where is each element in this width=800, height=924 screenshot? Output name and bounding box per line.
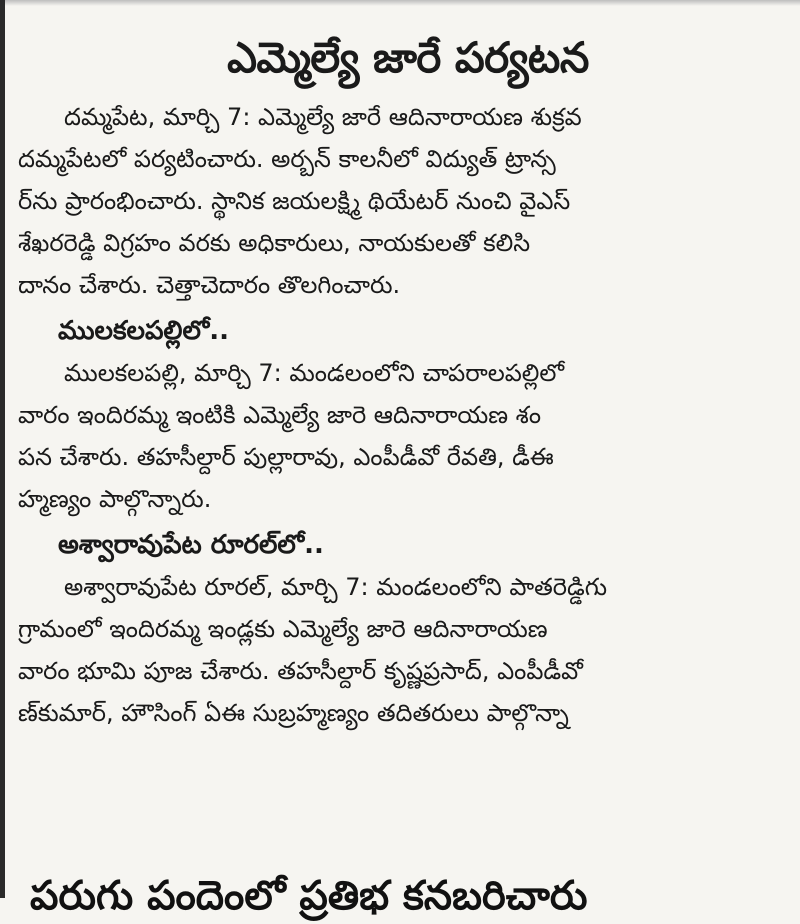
paragraph-dammapeta	[18, 96, 798, 306]
text-line: గ్రామంలో ఇందిరమ్మ ఇండ్లకు ఎమ్మెల్యే జారె ఆదినారాయణ	[18, 615, 548, 643]
column-border	[0, 0, 5, 898]
text-line: దమ్మపేటలో పర్యటించారు. అర్బన్ కాలనీలో విద్యుత్ ట్రాన్స	[18, 145, 556, 173]
subheading-aswaraopeta-rural: అశ్వారావుపేట రూరల్‌లో..	[58, 530, 324, 560]
article-headline: ఎమ్మెల్యే జారే పర్యటన	[227, 33, 589, 82]
text-line: అశ్వారావుపేట రూరల్, మార్చి 7: మండలంలోని పాతరెడ్డిగు	[64, 573, 608, 601]
news-article	[18, 8, 798, 878]
text-line: ణ్‌కుమార్, హౌసింగ్ ఏఈ సుబ్రహ్మణ్యం తదితరులు పాల్గొన్నా	[18, 699, 569, 727]
text-line: ర్‌ను ప్రారంభించారు. స్థానిక జయలక్ష్మి థియేటర్ నుంచి వైఎస్	[18, 187, 571, 215]
text-line: వారం ఇందిరమ్మ ఇంటికి ఎమ్మెల్యే జారె ఆదినారాయణ శం	[18, 401, 542, 429]
clipped-top-edge	[5, 0, 800, 6]
text-line: హ్మణ్యం పాల్గొన్నారు.	[18, 485, 212, 513]
next-article-headline-clipped: పరుగు పందెంలో ప్రతిభ కనబరిచారు	[30, 873, 588, 919]
text-line: వారం భూమి పూజ చేశారు. తహసీల్దార్ కృష్ణప్రసాద్, ఎంపీడీవో	[18, 657, 583, 685]
subheading-mulakalapalli: ములకలపల్లిలో..	[58, 316, 229, 346]
text-line: శేఖరరెడ్డి విగ్రహం వరకు అధికారులు, నాయకులతో కలిసి	[18, 229, 531, 257]
text-line: ములకలపల్లి, మార్చి 7: మండలంలోని చాపరాలపల్లిలో	[64, 359, 565, 387]
paragraph-aswaraopeta-rural	[18, 566, 798, 734]
paragraph-mulakalapalli	[18, 352, 798, 520]
text-line: దమ్మపేట, మార్చి 7: ఎమ్మెల్యే జారే ఆదినారాయణ శుక్రవ	[64, 103, 582, 131]
text-line: దానం చేశారు. చెత్తాచెదారం తొలగించారు.	[18, 271, 401, 299]
text-line: పన చేశారు. తహసీల్దార్ పుల్లారావు, ఎంపీడీవో రేవతి, డీఈ	[18, 443, 554, 471]
